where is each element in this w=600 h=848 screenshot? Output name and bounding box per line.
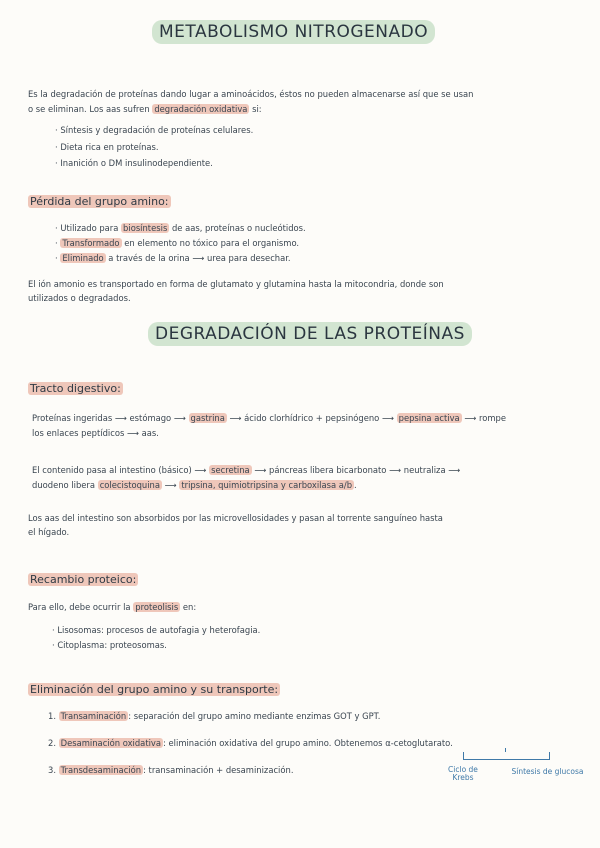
intro-line-2 (28, 103, 262, 116)
tracto-line-3-end: ⟶ páncreas libera bicarbonato ⟶ neutraliza ⟶ (251, 465, 461, 475)
tracto-line-4-end: . (354, 480, 357, 490)
recambio-line-1-start: Para ello, debe ocurrir la (28, 602, 131, 612)
section-title (148, 324, 472, 344)
perdida-bullet-2-end: en elemento no tóxico para el organismo. (121, 238, 300, 248)
eliminacion-heading-text: Eliminación del grupo amino y su transporte: (30, 683, 279, 696)
perdida-bullet-3-end: a través de la orina ⟶ urea para desechar. (105, 253, 291, 263)
enzimas-hl: tripsina, quimiotripsina y carboxilasa a/b (181, 480, 353, 490)
perdida-para-2: utilizados o degradados. (28, 293, 131, 303)
tracto-line-1 (32, 412, 506, 425)
perdida-bullet-1 (55, 222, 306, 235)
secretina-hl: secretina (211, 465, 250, 475)
eliminacion-item-3 (48, 764, 293, 777)
perdida-bullet-1-hl: biosíntesis (123, 223, 168, 233)
proteolisis-hl: proteolisis (135, 602, 179, 612)
perdida-heading (28, 195, 171, 208)
eliminacion-item-2 (48, 737, 453, 750)
pepsina-hl: pepsina activa (398, 413, 460, 423)
tracto-heading-text: Tracto digestivo: (30, 382, 121, 395)
tracto-line-1-end: ⟶ rompe (461, 413, 506, 423)
cetoglutarato-stem (505, 748, 506, 752)
intro-highlight: degradación oxidativa (154, 104, 248, 114)
recambio-bullet-2: · Citoplasma: proteosomas. (52, 640, 167, 650)
eliminacion-item-1 (48, 710, 380, 723)
tracto-line-2: los enlaces peptídicos ⟶ aas. (32, 428, 159, 438)
tracto-line-4 (32, 479, 357, 492)
recambio-bullet-1: · Lisosomas: procesos de autofagia y heterofagia. (52, 625, 261, 635)
perdida-para-1: El ión amonio es transportado en forma de glutamato y glutamina hasta la mitocondria, donde son (28, 279, 444, 289)
item-3-text: : transaminación + desaminización. (143, 765, 294, 775)
note-krebs: Ciclo de Krebs (448, 765, 478, 782)
item-2-text: : eliminación oxidativa del grupo amino. Obtenemos α-cetoglutarato. (163, 738, 453, 748)
perdida-bullet-3-hl: Eliminado (62, 253, 104, 263)
cetoglutarato-branch (463, 752, 550, 760)
recambio-heading-text: Recambio proteico: (30, 573, 137, 586)
tracto-para-1: Los aas del intestino son absorbidos por las microvellosidades y pasan al torrente sanguíneo hasta (28, 513, 443, 523)
page-title-text: METABOLISMO NITROGENADO (152, 20, 435, 44)
tracto-heading (28, 382, 123, 395)
perdida-bullet-2-hl: Transformado (62, 238, 120, 248)
transaminacion-hl: Transaminación (60, 711, 127, 721)
intro-line-2-text: o se eliminan. Los aas sufren (28, 104, 150, 114)
tracto-line-1-start: Proteínas ingeridas ⟶ estómago ⟶ (32, 413, 186, 423)
tracto-line-1-mid: ⟶ ácido clorhídrico + pepsinógeno ⟶ (226, 413, 394, 423)
tracto-para-2: el hígado. (28, 527, 70, 537)
recambio-line-1-end: en: (180, 602, 197, 612)
tracto-line-4-mid: ⟶ (162, 480, 177, 490)
intro-bullet-2: · Dieta rica en proteínas. (55, 142, 159, 152)
tracto-line-4-start: duodeno libera (32, 480, 96, 490)
intro-bullet-3: · Inanición o DM insulinodependiente. (55, 158, 213, 168)
recambio-line-1 (28, 601, 196, 614)
intro-bullet-1: · Síntesis y degradación de proteínas celulares. (55, 125, 254, 135)
page-title (152, 22, 435, 42)
perdida-bullet-3: · Eliminado a través de la orina ⟶ urea para desechar. (55, 253, 291, 263)
perdida-bullet-1-start: · Utilizado para (55, 223, 119, 233)
transdesaminacion-hl: Transdesaminación (60, 765, 142, 775)
tracto-line-3 (32, 464, 460, 477)
note-glucosa: Síntesis de glucosa (511, 767, 584, 776)
intro-line-1: Es la degradación de proteínas dando lugar a aminoácidos, éstos no pueden almacenarse así que se usan (28, 89, 474, 99)
intro-line-2-end: si: (249, 104, 262, 114)
tracto-line-3-start: El contenido pasa al intestino (básico) ⟶ (32, 465, 207, 475)
colecistoquina-hl: colecistoquina (99, 480, 160, 490)
gastrina-hl: gastrina (190, 413, 225, 423)
item-1-text: : separación del grupo amino mediante enzimas GOT y GPT. (128, 711, 381, 721)
desaminacion-hl: Desaminación oxidativa (60, 738, 162, 748)
section-title-text: DEGRADACIÓN DE LAS PROTEÍNAS (148, 322, 472, 346)
item-2-number: 2. (48, 738, 56, 748)
eliminacion-heading (28, 683, 280, 696)
perdida-bullet-2: · Transformado en elemento no tóxico para el organismo. (55, 238, 300, 248)
perdida-bullet-1-end: de aas, proteínas o nucleótidos. (169, 223, 306, 233)
perdida-heading-text: Pérdida del grupo amino: (30, 195, 169, 208)
recambio-heading (28, 573, 138, 586)
item-1-number: 1. (48, 711, 56, 721)
item-3-number: 3. (48, 765, 56, 775)
